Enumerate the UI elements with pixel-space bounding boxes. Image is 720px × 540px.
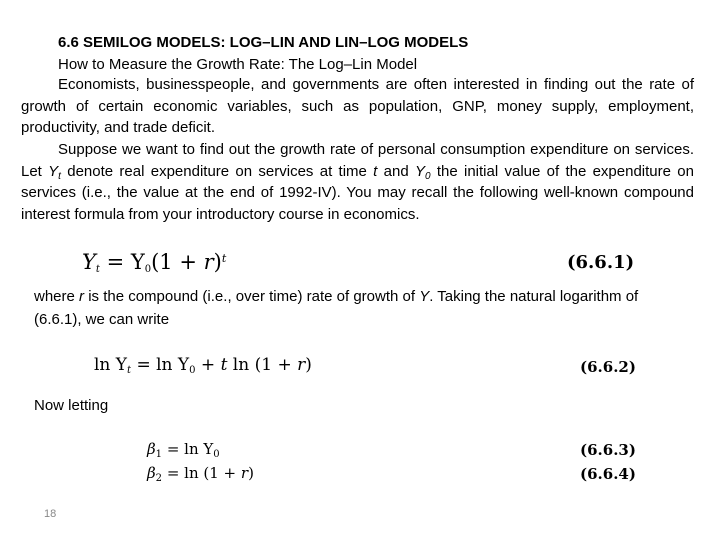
equation-6-6-4: $\beta_2 = \ln (1 + r)$ [147,464,254,484]
paragraph-compound-interest [21,139,694,225]
equation-label-6-6-1: (6.6.1) [567,252,635,273]
section-heading: 6.6 SEMILOG MODELS: LOG–LIN AND LIN–LOG MODELS [58,34,469,51]
var-t: t [373,162,378,180]
var-y-0: $Y_0$ [414,162,431,182]
equation-6-6-3: $\beta_1 = \ln Y_0$ [147,440,220,460]
p2-part4: the initial value of the expenditure on services (i.e., the value at the end of 1992-IV). You may recall the following well-known compound interest formula from your introductory course in economics. [21,162,694,223]
var-y-t: $Y_t$ [48,162,61,182]
equation-6-6-2: $\ln Y_t = \ln Y_0 + t$ ln (1 + r) [94,355,312,376]
p2-part2: denote real expenditure on services at time [60,162,374,180]
subsection-heading: How to Measure the Growth Rate: The Log–Lin Model [58,56,418,73]
equation-label-6-6-4: (6.6.4) [580,465,636,483]
paragraph-taking-log: where r is the compound (i.e., over time) rate of growth of Y. Taking the natural logarithm of [34,288,639,305]
equation-6-6-1: $Y_t = Y_0(1 + r)^t$ [82,250,227,275]
paragraph-growth-rate-intro: Economists, businesspeople, and governments are often interested in finding out the rate of growth of certain economic variables, such as population, GNP, money supply, employment, productivity, and trade deficit. [21,76,694,136]
equation-label-6-6-2: (6.6.2) [580,358,636,376]
equation-label-6-6-3: (6.6.3) [580,441,636,459]
paragraph-we-can-write: (6.6.1), we can write [34,311,170,328]
page-number: 18 [44,508,57,520]
p2-part3: and [377,162,415,180]
p2-part1: Suppose we want to find out the growth rate of personal consumption expenditure on services. Let [21,141,694,180]
now-letting-text: Now letting [34,397,109,414]
